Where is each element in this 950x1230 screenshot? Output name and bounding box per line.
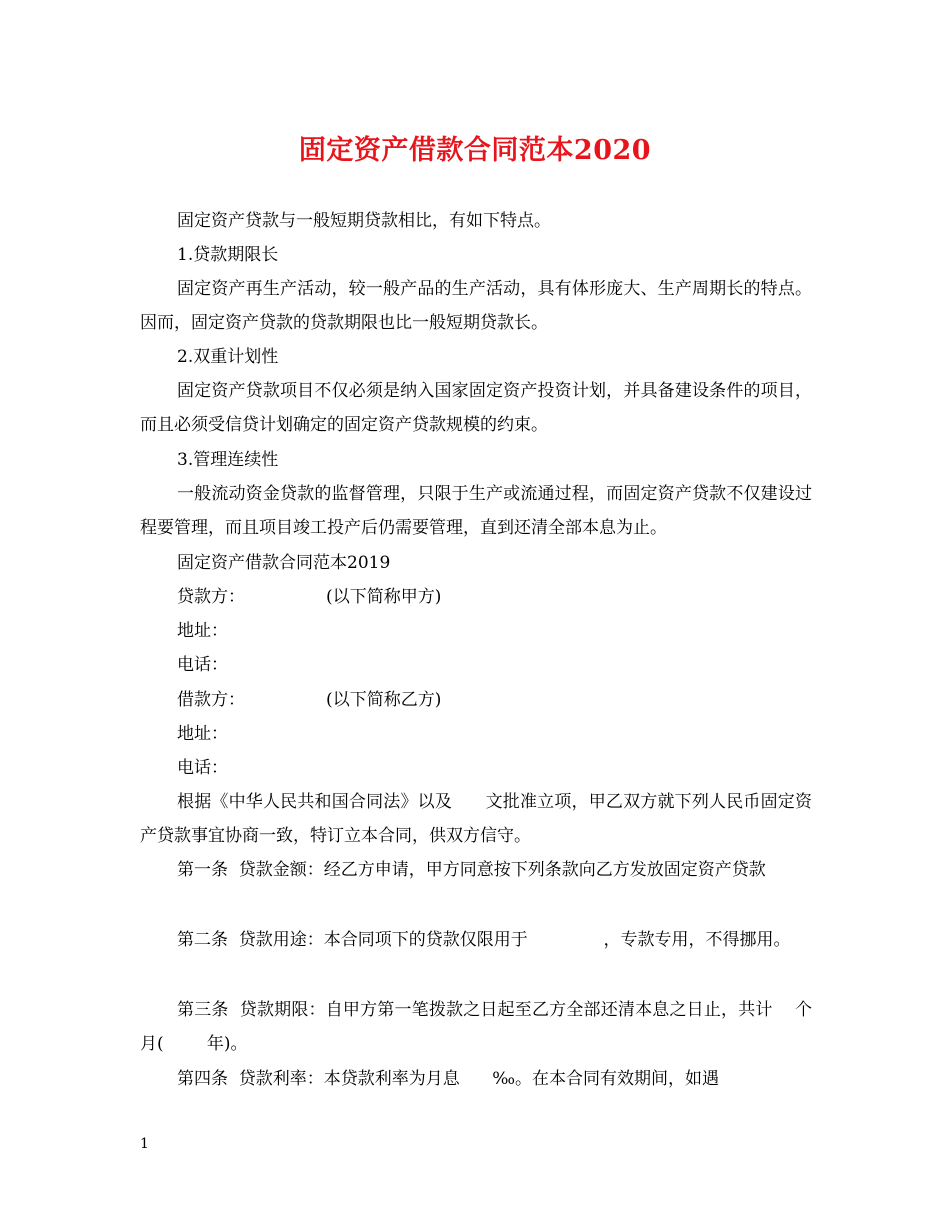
borrower-address: 地址： xyxy=(177,724,228,744)
borrower-phone: 电话： xyxy=(177,758,228,778)
article-4: 第四条 贷款利率：本贷款利率为月息 ‰。在本合同有效期间，如遇 xyxy=(177,1069,720,1089)
lender-phone: 电话： xyxy=(177,655,228,675)
article-1: 第一条 贷款金额：经乙方申请，甲方同意按下列条款向乙方发放固定资产贷款 xyxy=(177,860,766,880)
contract-subtitle: 固定资产借款合同范本2019 xyxy=(177,553,391,573)
paragraph-dual-plan: 固定资产贷款项目不仅必须是纳入国家固定资产投资计划，并具备建设条件的项目，而且必须受信贷计划确定的固定资产贷款规模的约束。 xyxy=(140,381,812,435)
borrower-line: 借款方： (以下简称乙方) xyxy=(177,690,442,710)
paragraph-basis: 根据《中华人民共和国合同法》以及 文批准立项，甲乙双方就下列人民币固定资产贷款事宜协商一致，特订立本合同，供双方信守。 xyxy=(140,792,812,846)
page-number: 1 xyxy=(140,1136,149,1152)
document-title: 固定资产借款合同范本2020 xyxy=(298,135,652,166)
lender-address: 地址： xyxy=(177,621,228,641)
paragraph-intro: 固定资产贷款与一般短期贷款相比，有如下特点。 xyxy=(177,211,551,231)
heading-dual-plan: 2.双重计划性 xyxy=(177,347,279,367)
heading-management: 3.管理连续性 xyxy=(177,450,279,470)
paragraph-management: 一般流动资金贷款的监督管理，只限于生产或流通过程，而固定资产贷款不仅建设过程要管理，而且项目竣工投产后仍需要管理，直到还清全部本息为止。 xyxy=(140,484,812,538)
lender-line: 贷款方： (以下简称甲方) xyxy=(177,587,442,607)
article-3: 第三条 贷款期限：自甲方第一笔拨款之日起至乙方全部还清本息之日止，共计 个月( 年)。 xyxy=(140,1000,812,1054)
paragraph-long-term: 固定资产再生产活动，较一般产品的生产活动，具有体形庞大、生产周期长的特点。因而，固定资产贷款的贷款期限也比一般短期贷款长。 xyxy=(140,279,812,333)
heading-long-term: 1.贷款期限长 xyxy=(177,245,279,265)
article-2: 第二条 贷款用途：本合同项下的贷款仅限用于 ，专款专用，不得挪用。 xyxy=(177,930,791,950)
